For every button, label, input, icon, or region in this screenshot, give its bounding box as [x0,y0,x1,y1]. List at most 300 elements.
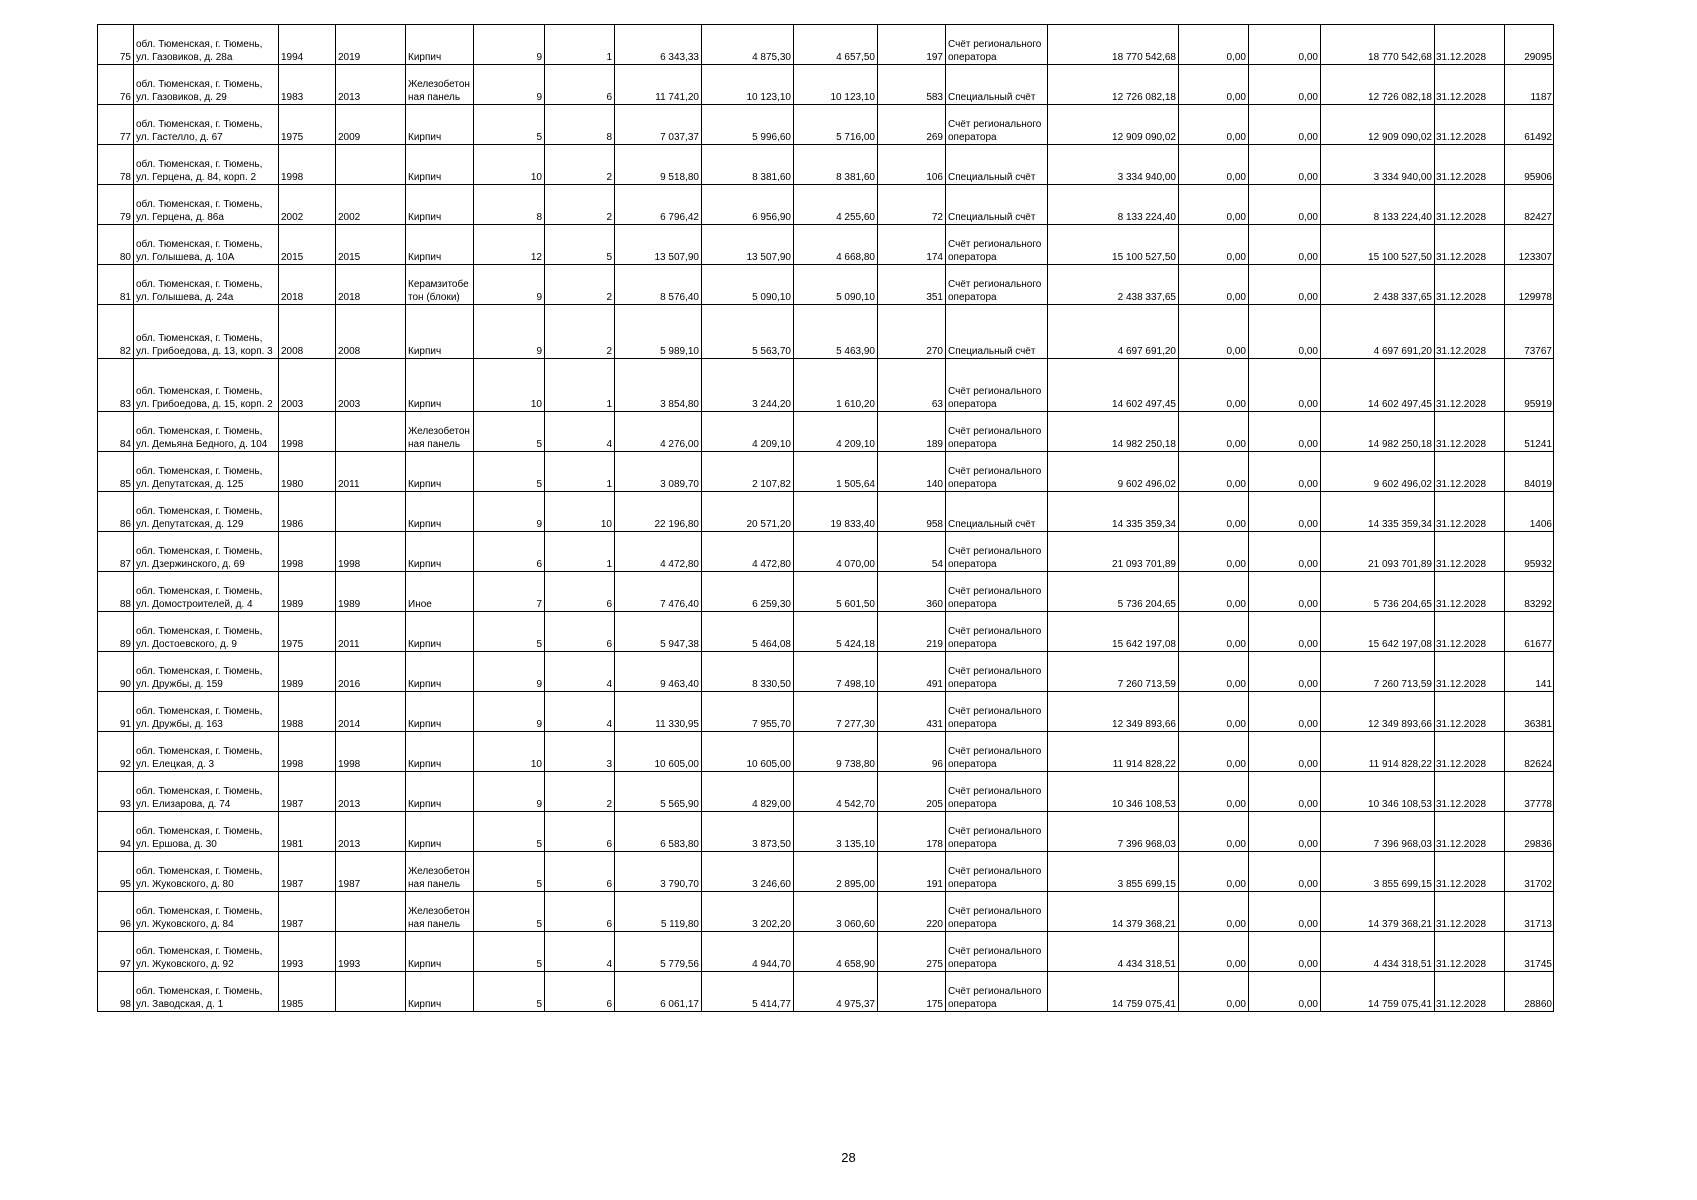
cell-wall-material: Кирпич [406,185,474,225]
cell-residential-area: 4 944,70 [702,932,794,972]
cell-year-renovated: 1998 [336,532,406,572]
table-row [98,892,1554,932]
cell-fund-amount: 14 982 250,18 [1048,412,1179,452]
cell-entrances: 1 [545,359,615,412]
cell-owned-area: 4 542,70 [794,772,878,812]
cell-amount-total: 14 602 497,45 [1321,359,1435,412]
cell-entrances: 4 [545,692,615,732]
cell-amount-paid: 0,00 [1179,225,1249,265]
cell-amount-overdue: 0,00 [1249,412,1321,452]
cell-address: обл. Тюменская, г. Тюмень, ул. Герцена, д. 86а [134,185,279,225]
cell-row-number: 78 [98,145,134,185]
cell-address: обл. Тюменская, г. Тюмень, ул. Елизарова, д. 74 [134,772,279,812]
cell-fund-account-type: Счёт регионального оператора [946,25,1048,65]
cell-floors: 5 [474,612,545,652]
table-row [98,492,1554,532]
cell-wall-material: Железобетонная панель [406,852,474,892]
cell-residents: 72 [878,185,946,225]
cell-total-area: 6 343,33 [615,25,702,65]
cell-year-built: 1985 [279,972,336,1012]
cell-fund-account-type: Специальный счёт [946,145,1048,185]
cell-year-built: 2002 [279,185,336,225]
cell-residential-area: 5 996,60 [702,105,794,145]
cell-total-area: 7 476,40 [615,572,702,612]
cell-completion-date: 31.12.2028 [1435,492,1505,532]
cell-floors: 5 [474,892,545,932]
cell-entrances: 2 [545,265,615,305]
cell-completion-date: 31.12.2028 [1435,65,1505,105]
cell-year-renovated: 1998 [336,732,406,772]
cell-row-number: 76 [98,65,134,105]
table-row [98,652,1554,692]
cell-house-id: 29095 [1505,25,1554,65]
cell-residents: 191 [878,852,946,892]
cell-amount-overdue: 0,00 [1249,652,1321,692]
cell-residential-area: 5 414,77 [702,972,794,1012]
cell-fund-amount: 3 334 940,00 [1048,145,1179,185]
cell-house-id: 36381 [1505,692,1554,732]
cell-floors: 9 [474,25,545,65]
cell-amount-paid: 0,00 [1179,772,1249,812]
cell-fund-amount: 18 770 542,68 [1048,25,1179,65]
cell-row-number: 79 [98,185,134,225]
cell-year-built: 1975 [279,105,336,145]
table-row [98,265,1554,305]
cell-residential-area: 5 464,08 [702,612,794,652]
cell-fund-amount: 12 349 893,66 [1048,692,1179,732]
cell-year-built: 1980 [279,452,336,492]
cell-total-area: 3 790,70 [615,852,702,892]
cell-owned-area: 5 090,10 [794,265,878,305]
cell-fund-account-type: Счёт регионального оператора [946,852,1048,892]
cell-fund-amount: 5 736 204,65 [1048,572,1179,612]
cell-total-area: 6 061,17 [615,972,702,1012]
cell-floors: 5 [474,932,545,972]
cell-row-number: 93 [98,772,134,812]
cell-entrances: 2 [545,772,615,812]
cell-fund-amount: 12 726 082,18 [1048,65,1179,105]
cell-year-renovated: 2018 [336,265,406,305]
cell-wall-material: Керамзитобетон (блоки) [406,265,474,305]
cell-completion-date: 31.12.2028 [1435,25,1505,65]
cell-owned-area: 4 975,37 [794,972,878,1012]
cell-completion-date: 31.12.2028 [1435,852,1505,892]
cell-year-renovated [336,892,406,932]
cell-fund-account-type: Счёт регионального оператора [946,225,1048,265]
cell-amount-total: 3 334 940,00 [1321,145,1435,185]
cell-fund-amount: 14 759 075,41 [1048,972,1179,1012]
cell-row-number: 91 [98,692,134,732]
cell-fund-amount: 15 642 197,08 [1048,612,1179,652]
cell-fund-account-type: Счёт регионального оператора [946,652,1048,692]
cell-total-area: 9 518,80 [615,145,702,185]
cell-entrances: 6 [545,892,615,932]
cell-floors: 10 [474,732,545,772]
cell-wall-material: Кирпич [406,692,474,732]
cell-total-area: 5 119,80 [615,892,702,932]
cell-residents: 175 [878,972,946,1012]
cell-owned-area: 7 277,30 [794,692,878,732]
cell-residents: 958 [878,492,946,532]
cell-completion-date: 31.12.2028 [1435,772,1505,812]
cell-address: обл. Тюменская, г. Тюмень, ул. Домостроителей, д. 4 [134,572,279,612]
cell-floors: 9 [474,772,545,812]
table-row [98,185,1554,225]
cell-address: обл. Тюменская, г. Тюмень, ул. Гастелло, д. 67 [134,105,279,145]
cell-floors: 5 [474,812,545,852]
cell-address: обл. Тюменская, г. Тюмень, ул. Депутатская, д. 125 [134,452,279,492]
cell-total-area: 5 565,90 [615,772,702,812]
table-row [98,692,1554,732]
cell-fund-account-type: Счёт регионального оператора [946,452,1048,492]
cell-row-number: 86 [98,492,134,532]
cell-amount-total: 5 736 204,65 [1321,572,1435,612]
cell-amount-total: 14 982 250,18 [1321,412,1435,452]
cell-row-number: 82 [98,305,134,359]
page-number: 28 [841,1150,856,1165]
cell-year-renovated: 2011 [336,452,406,492]
cell-amount-overdue: 0,00 [1249,452,1321,492]
table-row [98,305,1554,359]
cell-amount-total: 15 642 197,08 [1321,612,1435,652]
table-row [98,65,1554,105]
cell-residential-area: 8 381,60 [702,145,794,185]
cell-total-area: 13 507,90 [615,225,702,265]
cell-residents: 189 [878,412,946,452]
cell-entrances: 4 [545,412,615,452]
cell-amount-paid: 0,00 [1179,412,1249,452]
cell-year-built: 1987 [279,892,336,932]
cell-address: обл. Тюменская, г. Тюмень, ул. Ершова, д. 30 [134,812,279,852]
cell-amount-paid: 0,00 [1179,492,1249,532]
cell-wall-material: Кирпич [406,25,474,65]
cell-residential-area: 3 202,20 [702,892,794,932]
table-row [98,105,1554,145]
cell-floors: 8 [474,185,545,225]
cell-year-built: 2003 [279,359,336,412]
cell-entrances: 6 [545,972,615,1012]
cell-amount-paid: 0,00 [1179,652,1249,692]
cell-house-id: 95906 [1505,145,1554,185]
cell-year-built: 1998 [279,532,336,572]
cell-owned-area: 3 135,10 [794,812,878,852]
cell-floors: 5 [474,452,545,492]
cell-row-number: 84 [98,412,134,452]
cell-house-id: 51241 [1505,412,1554,452]
cell-floors: 5 [474,852,545,892]
cell-fund-account-type: Специальный счёт [946,492,1048,532]
table-row [98,772,1554,812]
cell-fund-account-type: Счёт регионального оператора [946,732,1048,772]
cell-amount-paid: 0,00 [1179,359,1249,412]
cell-amount-paid: 0,00 [1179,452,1249,492]
cell-fund-account-type: Специальный счёт [946,185,1048,225]
table-row [98,532,1554,572]
cell-year-renovated: 2013 [336,65,406,105]
cell-amount-paid: 0,00 [1179,972,1249,1012]
cell-wall-material: Кирпич [406,972,474,1012]
table-row [98,452,1554,492]
cell-residential-area: 20 571,20 [702,492,794,532]
cell-address: обл. Тюменская, г. Тюмень, ул. Заводская, д. 1 [134,972,279,1012]
cell-residential-area: 5 563,70 [702,305,794,359]
cell-fund-account-type: Счёт регионального оператора [946,812,1048,852]
cell-floors: 5 [474,105,545,145]
cell-owned-area: 5 424,18 [794,612,878,652]
cell-floors: 12 [474,225,545,265]
cell-year-built: 1989 [279,572,336,612]
cell-year-renovated: 2002 [336,185,406,225]
table-row [98,412,1554,452]
cell-fund-amount: 3 855 699,15 [1048,852,1179,892]
cell-year-built: 1993 [279,932,336,972]
cell-owned-area: 1 505,64 [794,452,878,492]
cell-total-area: 7 037,37 [615,105,702,145]
cell-amount-paid: 0,00 [1179,892,1249,932]
cell-amount-total: 14 379 368,21 [1321,892,1435,932]
cell-amount-paid: 0,00 [1179,732,1249,772]
cell-residential-area: 3 246,60 [702,852,794,892]
cell-owned-area: 8 381,60 [794,145,878,185]
cell-residents: 491 [878,652,946,692]
cell-address: обл. Тюменская, г. Тюмень, ул. Дружбы, д. 163 [134,692,279,732]
cell-year-renovated: 2015 [336,225,406,265]
cell-completion-date: 31.12.2028 [1435,652,1505,692]
cell-year-built: 1986 [279,492,336,532]
cell-wall-material: Иное [406,572,474,612]
cell-wall-material: Кирпич [406,732,474,772]
cell-floors: 9 [474,265,545,305]
cell-residential-area: 3 873,50 [702,812,794,852]
cell-year-renovated [336,145,406,185]
cell-house-id: 84019 [1505,452,1554,492]
cell-owned-area: 5 463,90 [794,305,878,359]
cell-owned-area: 5 716,00 [794,105,878,145]
table-body [98,25,1554,1012]
cell-completion-date: 31.12.2028 [1435,145,1505,185]
cell-row-number: 92 [98,732,134,772]
cell-amount-total: 4 697 691,20 [1321,305,1435,359]
cell-wall-material: Железобетонная панель [406,65,474,105]
cell-amount-overdue: 0,00 [1249,185,1321,225]
cell-year-renovated [336,492,406,532]
cell-entrances: 1 [545,452,615,492]
cell-amount-total: 10 346 108,53 [1321,772,1435,812]
cell-fund-amount: 4 697 691,20 [1048,305,1179,359]
cell-residential-area: 5 090,10 [702,265,794,305]
cell-total-area: 4 472,80 [615,532,702,572]
cell-completion-date: 31.12.2028 [1435,265,1505,305]
cell-fund-amount: 9 602 496,02 [1048,452,1179,492]
cell-house-id: 29836 [1505,812,1554,852]
cell-house-id: 31702 [1505,852,1554,892]
cell-address: обл. Тюменская, г. Тюмень, ул. Дружбы, д. 159 [134,652,279,692]
table-row [98,25,1554,65]
cell-amount-overdue: 0,00 [1249,225,1321,265]
cell-house-id: 95919 [1505,359,1554,412]
cell-address: обл. Тюменская, г. Тюмень, ул. Жуковского, д. 84 [134,892,279,932]
cell-entrances: 4 [545,652,615,692]
cell-residential-area: 2 107,82 [702,452,794,492]
cell-owned-area: 5 601,50 [794,572,878,612]
cell-amount-paid: 0,00 [1179,105,1249,145]
cell-residential-area: 8 330,50 [702,652,794,692]
cell-amount-paid: 0,00 [1179,572,1249,612]
cell-residential-area: 6 259,30 [702,572,794,612]
cell-amount-overdue: 0,00 [1249,532,1321,572]
table-row [98,612,1554,652]
cell-amount-overdue: 0,00 [1249,972,1321,1012]
cell-row-number: 96 [98,892,134,932]
cell-floors: 9 [474,652,545,692]
cell-amount-overdue: 0,00 [1249,732,1321,772]
cell-amount-paid: 0,00 [1179,692,1249,732]
cell-address: обл. Тюменская, г. Тюмень, ул. Достоевского, д. 9 [134,612,279,652]
cell-residential-area: 4 209,10 [702,412,794,452]
cell-wall-material: Кирпич [406,612,474,652]
cell-year-built: 1988 [279,692,336,732]
cell-fund-account-type: Счёт регионального оператора [946,572,1048,612]
cell-fund-account-type: Счёт регионального оператора [946,772,1048,812]
cell-owned-area: 7 498,10 [794,652,878,692]
cell-fund-account-type: Счёт регионального оператора [946,892,1048,932]
cell-wall-material: Кирпич [406,812,474,852]
cell-year-renovated: 2019 [336,25,406,65]
cell-owned-area: 4 658,90 [794,932,878,972]
cell-row-number: 87 [98,532,134,572]
cell-total-area: 11 741,20 [615,65,702,105]
cell-owned-area: 4 255,60 [794,185,878,225]
cell-owned-area: 3 060,60 [794,892,878,932]
cell-fund-amount: 14 379 368,21 [1048,892,1179,932]
cell-completion-date: 31.12.2028 [1435,105,1505,145]
cell-floors: 7 [474,572,545,612]
cell-year-built: 1998 [279,412,336,452]
cell-house-id: 82624 [1505,732,1554,772]
cell-address: обл. Тюменская, г. Тюмень, ул. Голышева, д. 24а [134,265,279,305]
cell-residential-area: 10 123,10 [702,65,794,105]
cell-residents: 63 [878,359,946,412]
cell-completion-date: 31.12.2028 [1435,305,1505,359]
cell-house-id: 37778 [1505,772,1554,812]
cell-address: обл. Тюменская, г. Тюмень, ул. Герцена, д. 84, корп. 2 [134,145,279,185]
cell-entrances: 10 [545,492,615,532]
cell-amount-paid: 0,00 [1179,25,1249,65]
cell-row-number: 83 [98,359,134,412]
cell-entrances: 6 [545,65,615,105]
cell-amount-paid: 0,00 [1179,65,1249,105]
cell-owned-area: 1 610,20 [794,359,878,412]
cell-row-number: 80 [98,225,134,265]
cell-row-number: 75 [98,25,134,65]
cell-entrances: 6 [545,612,615,652]
cell-address: обл. Тюменская, г. Тюмень, ул. Газовиков, д. 29 [134,65,279,105]
cell-amount-overdue: 0,00 [1249,305,1321,359]
cell-entrances: 1 [545,532,615,572]
cell-amount-overdue: 0,00 [1249,265,1321,305]
cell-floors: 9 [474,492,545,532]
cell-year-renovated [336,972,406,1012]
cell-total-area: 8 576,40 [615,265,702,305]
cell-completion-date: 31.12.2028 [1435,692,1505,732]
cell-completion-date: 31.12.2028 [1435,452,1505,492]
cell-house-id: 123307 [1505,225,1554,265]
cell-house-id: 31713 [1505,892,1554,932]
cell-year-built: 1998 [279,732,336,772]
cell-fund-amount: 12 909 090,02 [1048,105,1179,145]
cell-row-number: 90 [98,652,134,692]
cell-wall-material: Железобетонная панель [406,412,474,452]
cell-floors: 5 [474,412,545,452]
cell-amount-total: 15 100 527,50 [1321,225,1435,265]
cell-residential-area: 6 956,90 [702,185,794,225]
cell-floors: 9 [474,305,545,359]
cell-wall-material: Кирпич [406,105,474,145]
table-row [98,359,1554,412]
cell-amount-paid: 0,00 [1179,265,1249,305]
cell-address: обл. Тюменская, г. Тюмень, ул. Жуковского, д. 80 [134,852,279,892]
cell-entrances: 6 [545,572,615,612]
cell-total-area: 3 854,80 [615,359,702,412]
cell-fund-amount: 8 133 224,40 [1048,185,1179,225]
cell-residents: 219 [878,612,946,652]
cell-residential-area: 4 875,30 [702,25,794,65]
housing-registry-table [97,24,1554,1012]
cell-amount-total: 14 335 359,34 [1321,492,1435,532]
cell-owned-area: 4 657,50 [794,25,878,65]
cell-amount-overdue: 0,00 [1249,145,1321,185]
cell-year-renovated: 2009 [336,105,406,145]
cell-residents: 270 [878,305,946,359]
cell-wall-material: Кирпич [406,225,474,265]
cell-fund-account-type: Специальный счёт [946,305,1048,359]
cell-year-renovated: 2016 [336,652,406,692]
cell-row-number: 94 [98,812,134,852]
cell-completion-date: 31.12.2028 [1435,812,1505,852]
cell-wall-material: Кирпич [406,305,474,359]
cell-fund-amount: 21 093 701,89 [1048,532,1179,572]
cell-amount-overdue: 0,00 [1249,65,1321,105]
cell-amount-overdue: 0,00 [1249,812,1321,852]
cell-residents: 178 [878,812,946,852]
cell-amount-overdue: 0,00 [1249,612,1321,652]
cell-total-area: 10 605,00 [615,732,702,772]
cell-completion-date: 31.12.2028 [1435,732,1505,772]
cell-amount-overdue: 0,00 [1249,492,1321,532]
cell-amount-total: 12 726 082,18 [1321,65,1435,105]
cell-amount-total: 11 914 828,22 [1321,732,1435,772]
cell-entrances: 3 [545,732,615,772]
cell-completion-date: 31.12.2028 [1435,225,1505,265]
cell-address: обл. Тюменская, г. Тюмень, ул. Депутатская, д. 129 [134,492,279,532]
cell-residential-area: 10 605,00 [702,732,794,772]
cell-floors: 10 [474,145,545,185]
cell-residents: 583 [878,65,946,105]
cell-owned-area: 19 833,40 [794,492,878,532]
cell-completion-date: 31.12.2028 [1435,892,1505,932]
table-row [98,812,1554,852]
cell-amount-paid: 0,00 [1179,532,1249,572]
cell-fund-amount: 2 438 337,65 [1048,265,1179,305]
cell-amount-paid: 0,00 [1179,932,1249,972]
cell-amount-paid: 0,00 [1179,185,1249,225]
cell-fund-account-type: Счёт регионального оператора [946,532,1048,572]
cell-house-id: 1406 [1505,492,1554,532]
table-row [98,225,1554,265]
table-row [98,932,1554,972]
cell-residents: 351 [878,265,946,305]
cell-house-id: 129978 [1505,265,1554,305]
